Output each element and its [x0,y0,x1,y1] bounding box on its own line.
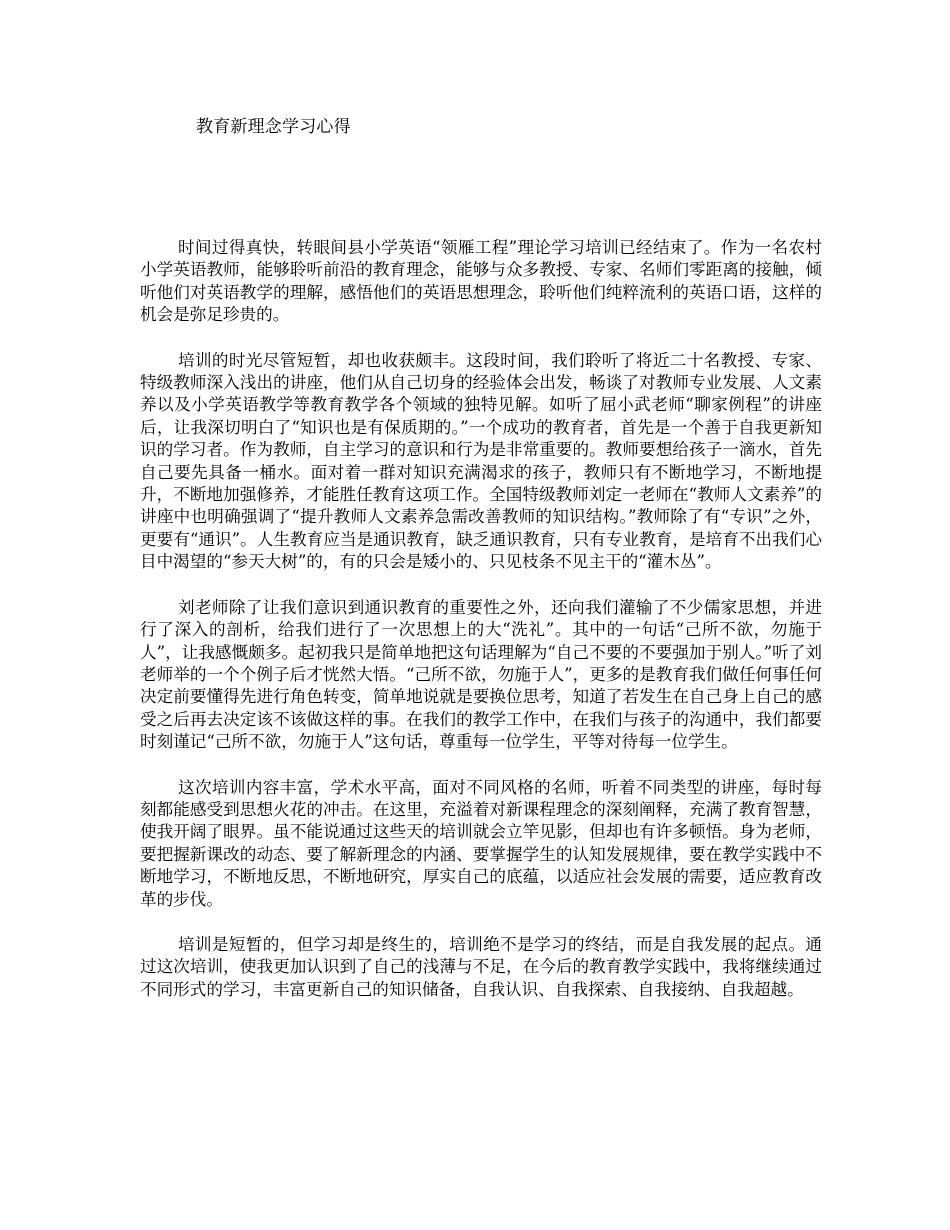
document-body [140,237,822,1001]
paragraph-4: 这次培训内容丰富，学术水平高，面对不同风格的名师，听着不同类型的讲座，每时每刻都能感受到思想火花的冲击。在这里，充溢着对新课程理念的深刻阐释，充满了教育智慧，使我开阔了眼界。虽不能说通过这些天的培训就会立竿见影，但却也有许多顿悟。身为老师，要把握新课改的动态、要了解新理念的内涵、要掌握学生的认知发展规律，要在教学实践中不断地学习，不断地反思，不断地研究，厚实自己的底蕴，以适应社会发展的需要，适应教育改革的步伐。 [140,777,822,909]
paragraph-2: 培训的时光尽管短暂，却也收获颇丰。这段时间，我们聆听了将近二十名教授、专家、特级教师深入浅出的讲座，他们从自己切身的经验体会出发，畅谈了对教师专业发展、人文素养以及小学英语教学等教育教学各个领域的独特见解。如听了屈小武老师“聊家例程”的讲座后，让我深切明白了“知识也是有保质期的。”一个成功的教育者，首先是一个善于自我更新知识的学习者。作为教师，自主学习的意识和行为是非常重要的。教师要想给孩子一滴水，首先自己要先具备一桶水。面对着一群对知识充满渴求的孩子，教师只有不断地学习，不断地提升，不断地加强修养，才能胜任教育这项工作。全国特级教师刘定一老师在“教师人文素养”的讲座中也明确强调了“提升教师人文素养急需改善教师的知识结构。”教师除了有“专识”之外，更要有“通识”。人生教育应当是通识教育，缺乏通识教育，只有专业教育，是培育不出我们心目中渴望的“参天大树”的，有的只会是矮小的、只见枝条不见主干的“灌木丛”。 [140,350,822,572]
paragraph-3: 刘老师除了让我们意识到通识教育的重要性之外，还向我们灌输了不少儒家思想，并进行了深入的剖析，给我们进行了一次思想上的大“洗礼”。其中的一句话“己所不欲，勿施于人”，让我感慨颇多。起初我只是简单地把这句话理解为“自己不要的不要强加于别人。”听了刘老师举的一个个例子后才恍然大悟。“己所不欲，勿施于人”，更多的是教育我们做任何事任何决定前要懂得先进行角色转变，简单地说就是要换位思考，知道了若发生在自己身上自己的感受之后再去决定该不该做这样的事。在我们的教学工作中，在我们与孩子的沟通中，我们都要时刻谨记“己所不欲，勿施于人”这句话，尊重每一位学生，平等对待每一位学生。 [140,597,822,752]
paragraph-1: 时间过得真快，转眼间县小学英语“领雁工程”理论学习培训已经结束了。作为一名农村小学英语教师，能够聆听前沿的教育理念，能够与众多教授、专家、名师们零距离的接触，倾听他们对英语教学的理解，感悟他们的英语思想理念，聆听他们纯粹流利的英语口语，这样的机会是弥足珍贵的。 [140,238,822,325]
document-title: 教育新理念学习心得 [196,117,351,137]
paragraph-5: 培训是短暂的，但学习却是终生的，培训绝不是学习的终结，而是自我发展的起点。通过这次培训，使我更加认识到了自己的浅薄与不足，在今后的教育教学实践中，我将继续通过不同形式的学习，丰富更新自己的知识储备，自我认识、自我探索、自我接纳、自我超越。 [140,934,822,999]
